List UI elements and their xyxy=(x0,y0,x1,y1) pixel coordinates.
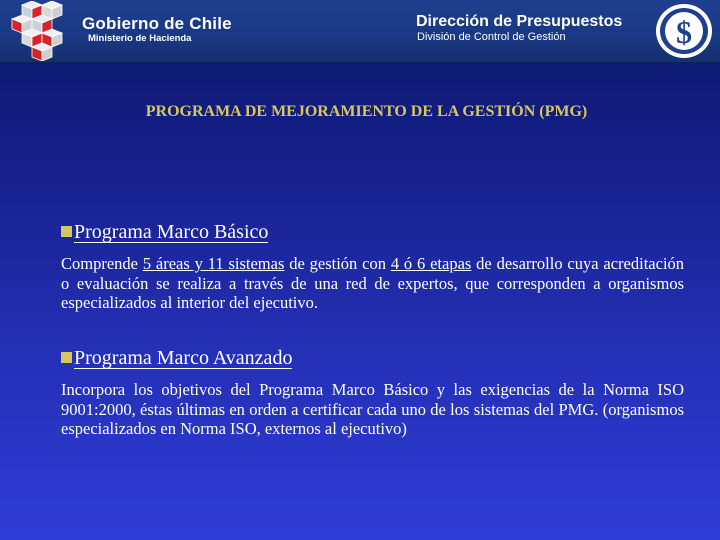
bullet-square-icon xyxy=(61,352,72,363)
slide-title: PROGRAMA DE MEJORAMIENTO DE LA GESTIÓN (PMG) xyxy=(145,103,588,120)
bullet-square-icon xyxy=(61,226,72,237)
emblem-glyph: $ xyxy=(676,14,692,50)
section-paragraph-avanzado: Incorpora los objetivos del Programa Marco Básico y las exigencias de la Norma ISO 9001:2000, éstas últimas en orden a certificar cada uno de los sistemas del PMG. (organismos especializados en Norma ISO, externos al ejecutivo) xyxy=(61,380,684,438)
section-heading-text: Programa Marco Avanzado xyxy=(74,347,293,369)
para-text: de gestión con xyxy=(284,254,391,273)
dipres-emblem-icon xyxy=(654,2,714,60)
para-text: Comprende xyxy=(61,254,143,273)
section-paragraph-basico xyxy=(61,254,684,313)
header-bar xyxy=(0,0,720,64)
para-underlined-text: 5 áreas y 11 sistemas xyxy=(142,254,285,273)
gobierno-cubes-logo-icon xyxy=(2,1,74,61)
section-heading-avanzado xyxy=(61,348,292,369)
gov-title: Gobierno de Chile xyxy=(82,14,232,33)
section-heading-basico xyxy=(61,222,268,243)
gov-subtitle: Ministerio de Hacienda xyxy=(88,33,192,44)
dir-title: Dirección de Presupuestos xyxy=(416,13,623,30)
para-underlined-text: 4 ó 6 etapas xyxy=(390,254,472,273)
dir-subtitle: División de Control de Gestión xyxy=(417,31,566,43)
para-text: de desarrollo cuya acreditación o evaluación se realiza a través de una red de expertos, que corresponden a organismos especializados al interior del ejecutivo. xyxy=(61,254,685,312)
section-heading-text: Programa Marco Básico xyxy=(74,221,269,243)
